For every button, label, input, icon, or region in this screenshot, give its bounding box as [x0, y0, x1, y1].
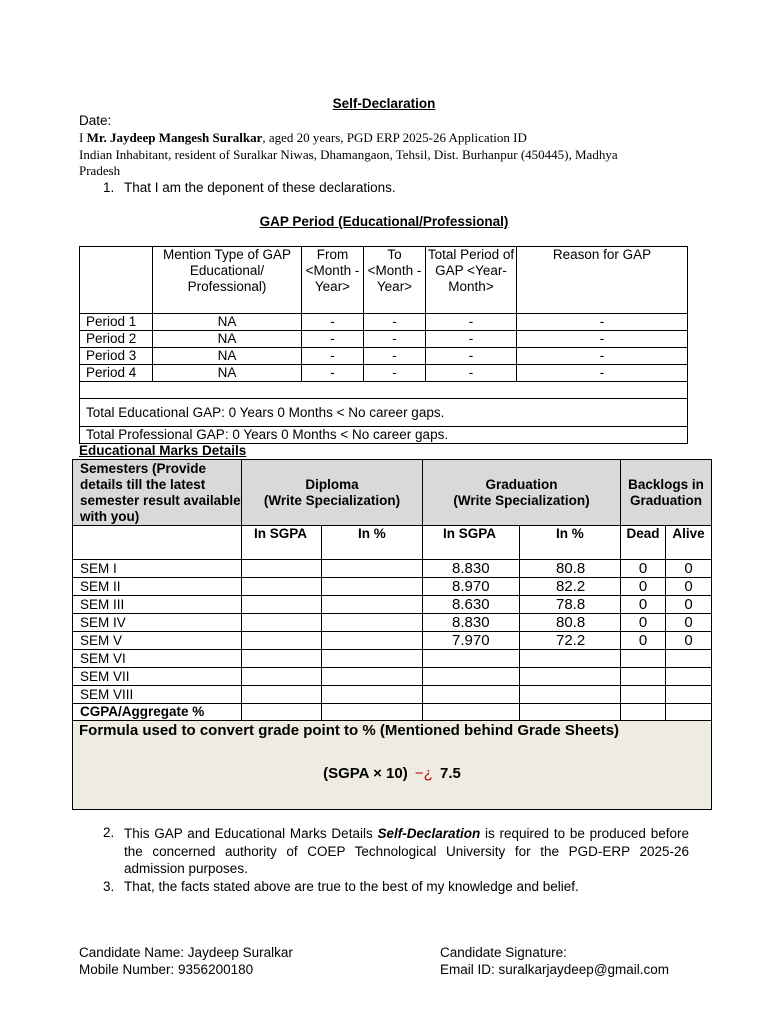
- marks-cell: 8.970: [423, 578, 520, 596]
- graduation-sgpa-header: In SGPA: [423, 526, 520, 560]
- marks-cell: 0: [666, 614, 712, 632]
- point-2-text-a: This GAP and Educational Marks Details: [124, 826, 378, 841]
- marks-cell: 0: [666, 596, 712, 614]
- point-1-number: 1.: [103, 180, 115, 195]
- marks-cell: [666, 650, 712, 668]
- marks-cell: [242, 578, 322, 596]
- cgpa-cell: [666, 704, 712, 721]
- marks-cell: 0: [621, 578, 666, 596]
- gap-total-educational-row: [80, 399, 688, 427]
- gap-cell: -: [517, 365, 688, 382]
- cgpa-row: [73, 704, 712, 721]
- marks-cell: 82.2: [520, 578, 621, 596]
- intro-line-3: Pradesh: [79, 163, 121, 178]
- gap-header-to: To <Month - Year>: [364, 247, 426, 314]
- marks-cell: [322, 632, 423, 650]
- table-row: [73, 632, 712, 650]
- candidate-name: Candidate Name: Jaydeep Suralkar: [79, 945, 293, 960]
- marks-cell: [242, 614, 322, 632]
- intro-line-2: Indian Inhabitant, resident of Suralkar Niwas, Dhamangaon, Tehsil, Dist. Burhanpur (450445), Madhya: [79, 147, 618, 162]
- gap-spacer-row: [80, 382, 688, 399]
- marks-cell: 72.2: [520, 632, 621, 650]
- gap-cell: -: [517, 314, 688, 331]
- table-row: [73, 686, 712, 704]
- marks-cell: 80.8: [520, 560, 621, 578]
- point-2-number: 2.: [103, 825, 115, 840]
- graduation-title: Graduation: [485, 476, 558, 492]
- marks-cell: 8.830: [423, 614, 520, 632]
- graduation-subtitle: (Write Specialization): [453, 492, 590, 508]
- formula-right: 7.5: [440, 765, 461, 782]
- cgpa-cell: [322, 704, 423, 721]
- gap-cell: -: [517, 331, 688, 348]
- semester-label: SEM I: [73, 560, 242, 578]
- gap-cell: -: [364, 331, 426, 348]
- gap-cell: -: [426, 365, 517, 382]
- marks-cell: 0: [621, 560, 666, 578]
- intro-suffix: , aged 20 years, PGD ERP 2025-26 Application ID: [262, 130, 527, 145]
- gap-header-type: Mention Type of GAP Educational/ Professional): [153, 247, 302, 314]
- cgpa-label: CGPA/Aggregate %: [73, 704, 242, 721]
- diploma-subtitle: (Write Specialization): [263, 492, 401, 508]
- gap-cell: -: [364, 365, 426, 382]
- point-3-number: 3.: [103, 879, 115, 894]
- table-row: [80, 331, 688, 348]
- formula-cell: [73, 721, 712, 810]
- marks-cell: [520, 668, 621, 686]
- marks-cell: [621, 686, 666, 704]
- graduation-percent-header: In %: [520, 526, 621, 560]
- formula-row: [73, 721, 712, 810]
- marks-cell: 0: [666, 560, 712, 578]
- marks-cell: [242, 632, 322, 650]
- marks-cell: [621, 668, 666, 686]
- gap-cell: Period 1: [80, 314, 153, 331]
- marks-cell: [242, 650, 322, 668]
- gap-cell: NA: [153, 314, 302, 331]
- marks-cell: [666, 686, 712, 704]
- gap-table: [79, 246, 688, 444]
- marks-cell: 0: [621, 614, 666, 632]
- marks-cell: [621, 650, 666, 668]
- marks-cell: [520, 650, 621, 668]
- semester-label: SEM VII: [73, 668, 242, 686]
- table-row: [73, 560, 712, 578]
- table-row: [73, 614, 712, 632]
- date-label: Date:: [79, 113, 112, 128]
- marks-header-graduation: [423, 460, 621, 526]
- table-row: [80, 365, 688, 382]
- gap-section-title: GAP Period (Educational/Professional): [259, 214, 509, 229]
- email-id: Email ID: suralkarjaydeep@gmail.com: [440, 962, 670, 977]
- point-2-emphasis: Self-Declaration: [377, 826, 481, 841]
- table-row: [80, 348, 688, 365]
- gap-cell: -: [517, 348, 688, 365]
- marks-cell: [322, 560, 423, 578]
- semester-label: SEM IV: [73, 614, 242, 632]
- gap-header-total: Total Period of GAP <Year-Month>: [426, 247, 517, 314]
- gap-cell: -: [302, 314, 364, 331]
- marks-cell: 8.630: [423, 596, 520, 614]
- cgpa-cell: [520, 704, 621, 721]
- total-educational-gap: Total Educational GAP: 0 Years 0 Months < No career gaps.: [80, 399, 688, 427]
- gap-header-reason: Reason for GAP: [517, 247, 688, 314]
- marks-subheader-row: [73, 526, 712, 560]
- semester-label: SEM V: [73, 632, 242, 650]
- gap-cell: -: [364, 348, 426, 365]
- point-3: That, the facts stated above are true to the best of my knowledge and belief.: [124, 879, 579, 894]
- marks-cell: [242, 668, 322, 686]
- table-row: [73, 668, 712, 686]
- marks-cell: [322, 650, 423, 668]
- marks-cell: 0: [666, 632, 712, 650]
- point-2-text-b: is required to be produced before the concerned authority of COEP Technological University for the PGD-ERP 2025-26 admission purposes.: [124, 826, 689, 876]
- gap-cell: Period 3: [80, 348, 153, 365]
- semester-label: SEM III: [73, 596, 242, 614]
- intro-line-1: [79, 130, 527, 146]
- marks-cell: [242, 560, 322, 578]
- formula-title: Formula used to convert grade point to % (Mentioned behind Grade Sheets): [79, 722, 620, 739]
- backlogs-dead-header: Dead: [621, 526, 666, 560]
- page-title: Self-Declaration: [332, 96, 436, 111]
- gap-header-0: [80, 247, 153, 314]
- table-row: [73, 578, 712, 596]
- marks-cell: 8.830: [423, 560, 520, 578]
- gap-cell: -: [426, 348, 517, 365]
- marks-body: [73, 560, 712, 704]
- marks-cell: [322, 686, 423, 704]
- marks-header-diploma: [242, 460, 423, 526]
- marks-cell: 0: [621, 596, 666, 614]
- marks-cell: [423, 686, 520, 704]
- diploma-percent-header: In %: [322, 526, 423, 560]
- marks-cell: 0: [666, 578, 712, 596]
- gap-header-row: [80, 247, 688, 314]
- marks-cell: [520, 686, 621, 704]
- formula-left: (SGPA × 10): [323, 765, 408, 782]
- marks-cell: 0: [621, 632, 666, 650]
- semester-label: SEM VI: [73, 650, 242, 668]
- marks-cell: 78.8: [520, 596, 621, 614]
- gap-cell: -: [302, 331, 364, 348]
- table-row: [73, 650, 712, 668]
- mobile-number: Mobile Number: 9356200180: [79, 962, 254, 977]
- gap-cell: -: [426, 314, 517, 331]
- cgpa-cell: [423, 704, 520, 721]
- cgpa-cell: [242, 704, 322, 721]
- marks-header-semesters: Semesters (Provide details till the latest semester result available with you): [73, 460, 242, 526]
- formula-expression: [73, 766, 711, 782]
- gap-cell: -: [426, 331, 517, 348]
- gap-cell: NA: [153, 331, 302, 348]
- marks-cell: [423, 650, 520, 668]
- marks-cell: [666, 668, 712, 686]
- semester-label: SEM VIII: [73, 686, 242, 704]
- gap-cell: Period 4: [80, 365, 153, 382]
- gap-total-professional-row: [80, 427, 688, 444]
- gap-cell: Period 2: [80, 331, 153, 348]
- marks-cell: 7.970: [423, 632, 520, 650]
- backlogs-alive-header: Alive: [666, 526, 712, 560]
- marks-table: [72, 459, 712, 810]
- gap-cell: NA: [153, 365, 302, 382]
- marks-cell: [322, 668, 423, 686]
- point-2: [124, 825, 689, 878]
- gap-cell: NA: [153, 348, 302, 365]
- diploma-sgpa-header: In SGPA: [242, 526, 322, 560]
- marks-section-title: Educational Marks Details: [79, 443, 247, 458]
- marks-cell: [242, 596, 322, 614]
- table-row: [80, 314, 688, 331]
- gap-cell: -: [364, 314, 426, 331]
- marks-cell: [322, 614, 423, 632]
- diploma-title: Diploma: [305, 476, 359, 492]
- cgpa-cell: [621, 704, 666, 721]
- marks-cell: [242, 686, 322, 704]
- marks-cell: 80.8: [520, 614, 621, 632]
- gap-header-from: From <Month -Year>: [302, 247, 364, 314]
- marks-cell: [322, 596, 423, 614]
- marks-header-backlogs: Backlogs in Graduation: [621, 460, 712, 526]
- total-professional-gap: Total Professional GAP: 0 Years 0 Months < No career gaps.: [80, 427, 688, 444]
- candidate-signature: Candidate Signature:: [440, 945, 567, 960]
- formula-symbol: −¿: [414, 765, 433, 782]
- applicant-name: Mr. Jaydeep Mangesh Suralkar: [86, 130, 263, 145]
- gap-cell: -: [302, 365, 364, 382]
- marks-header-row: [73, 460, 712, 526]
- marks-cell: [322, 578, 423, 596]
- marks-subheader-empty: [73, 526, 242, 560]
- marks-cell: [423, 668, 520, 686]
- semester-label: SEM II: [73, 578, 242, 596]
- point-1: That I am the deponent of these declarations.: [124, 180, 396, 195]
- gap-spacer-cell: [80, 382, 688, 399]
- intro-prefix: I: [79, 130, 87, 145]
- table-row: [73, 596, 712, 614]
- gap-cell: -: [302, 348, 364, 365]
